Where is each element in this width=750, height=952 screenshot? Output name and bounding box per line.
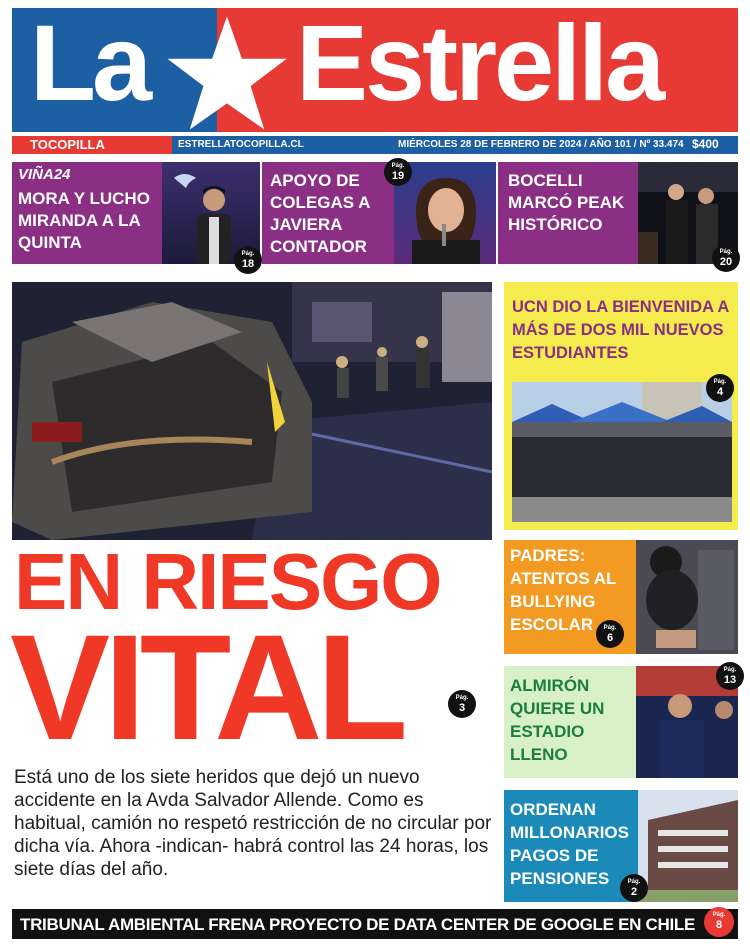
- students-crowd-icon: [512, 382, 732, 522]
- side-headline: ORDENAN MILLONARIOS PAGOS DE PENSIONES: [510, 800, 629, 888]
- side-story-almiron[interactable]: [504, 666, 738, 778]
- edition-city: TOCOPILLA: [30, 137, 105, 152]
- teaser-javiera[interactable]: [262, 162, 496, 264]
- issue-price: $400: [692, 137, 719, 151]
- bottom-banner[interactable]: [12, 909, 738, 939]
- page-marker: Pág. 18: [234, 246, 262, 274]
- side-story-bullying[interactable]: [504, 540, 738, 654]
- page-marker: Pág. 13: [716, 662, 744, 690]
- side-photo: [638, 790, 738, 902]
- teaser-headline: BOCELLI MARCÓ PEAK HISTÓRICO: [508, 171, 625, 234]
- teaser-headline: APOYO DE COLEGAS A JAVIERA CONTADOR: [270, 171, 370, 256]
- teaser-headline: MORA Y LUCHO MIRANDA A LA QUINTA: [18, 189, 150, 252]
- page-marker: Pág. 6: [596, 620, 624, 648]
- masthead-title-right: Estrella: [296, 2, 663, 123]
- main-story-photo: [12, 282, 492, 540]
- page-marker: Pág. 4: [706, 374, 734, 402]
- page-marker: Pág. 20: [712, 244, 740, 272]
- side-headline: ALMIRÓN QUIERE UN ESTADIO LLENO: [510, 676, 605, 764]
- main-headline-line2: VITAL: [10, 603, 403, 771]
- issue-date: MIÉRCOLES 28 DE FEBRERO DE 2024 / AÑO 101 / Nº 33.474: [398, 139, 684, 150]
- teaser-bocelli[interactable]: [498, 162, 738, 268]
- side-headline: UCN DIO LA BIENVENIDA A MÁS DE DOS MIL NUEVOS ESTUDIANTES: [512, 298, 729, 362]
- page-marker: Pág. 19: [384, 158, 412, 186]
- side-story-ucn[interactable]: [504, 282, 738, 530]
- crashed-car-icon: [12, 282, 492, 540]
- star-icon: [162, 14, 292, 132]
- page-marker: Pág. 8: [704, 907, 734, 937]
- website-link[interactable]: ESTRELLATOCOPILLA.CL: [178, 139, 304, 150]
- date-bar: [12, 136, 738, 154]
- bottom-headline: TRIBUNAL AMBIENTAL FRENA PROYECTO DE DATA CENTER DE GOOGLE EN CHILE: [20, 915, 696, 934]
- main-headline-line1: EN RIESGO: [14, 537, 441, 626]
- masthead: [12, 2, 738, 132]
- side-headline: PADRES: ATENTOS AL BULLYING ESCOLAR: [510, 546, 617, 634]
- main-story-lead: Está uno de los siete heridos que dejó un nuevo accidente en la Avda Salvador Allende. Como es habitual, camión no respetó restricción de no circular por dicha vía. Ahora -indican- habrá control las 24 horas, los siete días del año.: [14, 767, 492, 880]
- sad-child-icon: [636, 540, 738, 654]
- vina-badge: VIÑA24: [18, 166, 71, 183]
- side-story-pensiones[interactable]: [504, 790, 738, 902]
- page-marker: Pág. 2: [620, 874, 648, 902]
- masthead-title-left: La: [30, 2, 149, 123]
- side-photo: [512, 382, 732, 522]
- page-marker: Pág. 3: [448, 690, 476, 718]
- teaser-vina[interactable]: [12, 162, 260, 270]
- side-photo: [636, 540, 738, 654]
- building-photo-icon: [638, 790, 738, 902]
